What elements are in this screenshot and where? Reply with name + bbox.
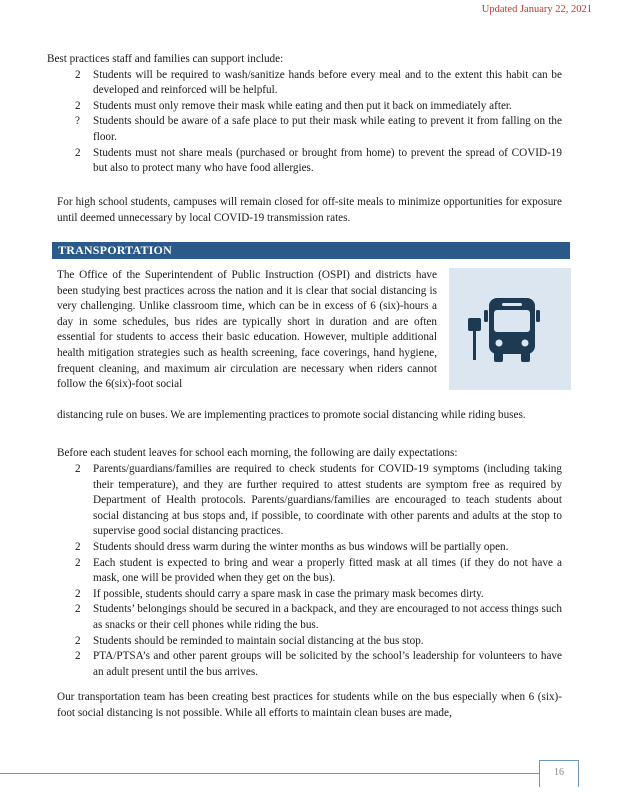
daily-expectations-intro: Before each student leaves for school each morning, the following are daily expectations:: [57, 447, 458, 459]
bullet-marker: 2: [75, 603, 81, 616]
bullet-text: Students should dress warm during the winter months as bus windows will be partially open.: [93, 540, 509, 553]
list-item: [47, 649, 562, 680]
bullet-text: Students must not share meals (purchased or brought from home) to prevent the spread of COVID-19 but also to protect many who have food allergies.: [93, 146, 562, 175]
bullet-text: Students will be required to wash/sanitize hands before every meal and to the extent this habit can be developed and reinforced will be helpful.: [93, 68, 562, 97]
bullet-marker: 2: [75, 99, 81, 112]
meals-intro: Best practices staff and families can support include:: [47, 53, 284, 65]
bullet-marker: ?: [75, 115, 80, 128]
list-item: [47, 587, 562, 603]
bullet-text: Students should be reminded to maintain social distancing at the bus stop.: [93, 634, 424, 647]
bullet-text: If possible, students should carry a spare mask in case the primary mask becomes dirty.: [93, 587, 484, 600]
bullet-marker: 2: [75, 587, 81, 600]
bus-icon: [449, 268, 571, 390]
section-heading-bar: [52, 242, 570, 259]
list-item: [47, 68, 562, 99]
transportation-paragraph-end: distancing rule on buses. We are implementing practices to promote social distancing while riding buses.: [57, 409, 526, 421]
list-item: [47, 602, 562, 633]
bullet-text: Students must only remove their mask while eating and then put it back on immediately after.: [93, 99, 512, 112]
list-item: [47, 146, 562, 177]
bullet-marker: 2: [75, 463, 81, 475]
meals-section: [47, 52, 562, 177]
bullet-marker: 2: [75, 68, 81, 81]
page-number: 16: [539, 760, 579, 787]
bullet-marker: 2: [75, 634, 81, 647]
bullet-marker: 2: [75, 650, 81, 663]
bullet-marker: 2: [75, 540, 81, 553]
expectations-list: [47, 462, 562, 680]
list-item: [47, 462, 562, 540]
list-item: [47, 114, 562, 145]
section-heading: TRANSPORTATION: [58, 243, 172, 257]
bullet-text: Students should be aware of a safe place to put their mask while eating to prevent it from falling on the floor.: [93, 115, 562, 143]
bullet-text: Parents/guardians/families are required to check students for COVID-19 symptoms (including taking their temperature), and they are further required to attest students are symptom free as required by Department of Health protocols. Parents/guardians/families are encouraged to teach students about social distancing at bus stops and, if possible, to coordinate with other parents and adults at the stop to supervise good social distancing practices.: [93, 463, 562, 538]
updated-date: Updated January 22, 2021: [481, 4, 592, 15]
bullet-marker: 2: [75, 556, 81, 569]
bullet-text: PTA/PTSA’s and other parent groups will be solicited by the school’s leadership for volunteers to have an adult present until the bus arrives.: [93, 650, 562, 678]
bullet-text: Each student is expected to bring and wear a properly fitted mask at all times (if they do not have a mask, one will be provided when they get on the bus).: [93, 556, 562, 585]
bullet-marker: 2: [75, 146, 81, 159]
bus-illustration: [449, 268, 571, 390]
footer-rule: [0, 773, 540, 774]
list-item: [47, 556, 562, 587]
list-item: [47, 634, 562, 650]
bullet-text: Students’ belongings should be secured in a backpack, and they are encouraged to not access things such as snacks or their cell phones while riding the bus.: [93, 603, 562, 631]
list-item: [47, 540, 562, 556]
high-school-paragraph: For high school students, campuses will remain closed for off-site meals to minimize opportunities for exposure until deemed unnecessary by local COVID-19 transmission rates.: [57, 196, 562, 224]
transportation-team-paragraph: Our transportation team has been creating best practices for students while on the bus especially when 6 (six)-foot social distancing is not possible. While all efforts to maintain clean buses are made,: [57, 691, 562, 719]
transportation-paragraph: The Office of the Superintendent of Public Instruction (OSPI) and districts have been studying best practices across the nation and it is clear that social distancing is very challenging. Unlike classroom time, which can be in excess of 6 (six)-hours a day in some schedules, bus rides are typically short in duration and are often essential for students to access their basic education. However, multiple additional health mitigation strategies such as health screening, face coverings, hand hygiene, frequent cleaning, and maximum air circulation are necessary when riders cannot follow the 6(six)-foot social: [57, 269, 437, 391]
list-item: [47, 99, 562, 115]
